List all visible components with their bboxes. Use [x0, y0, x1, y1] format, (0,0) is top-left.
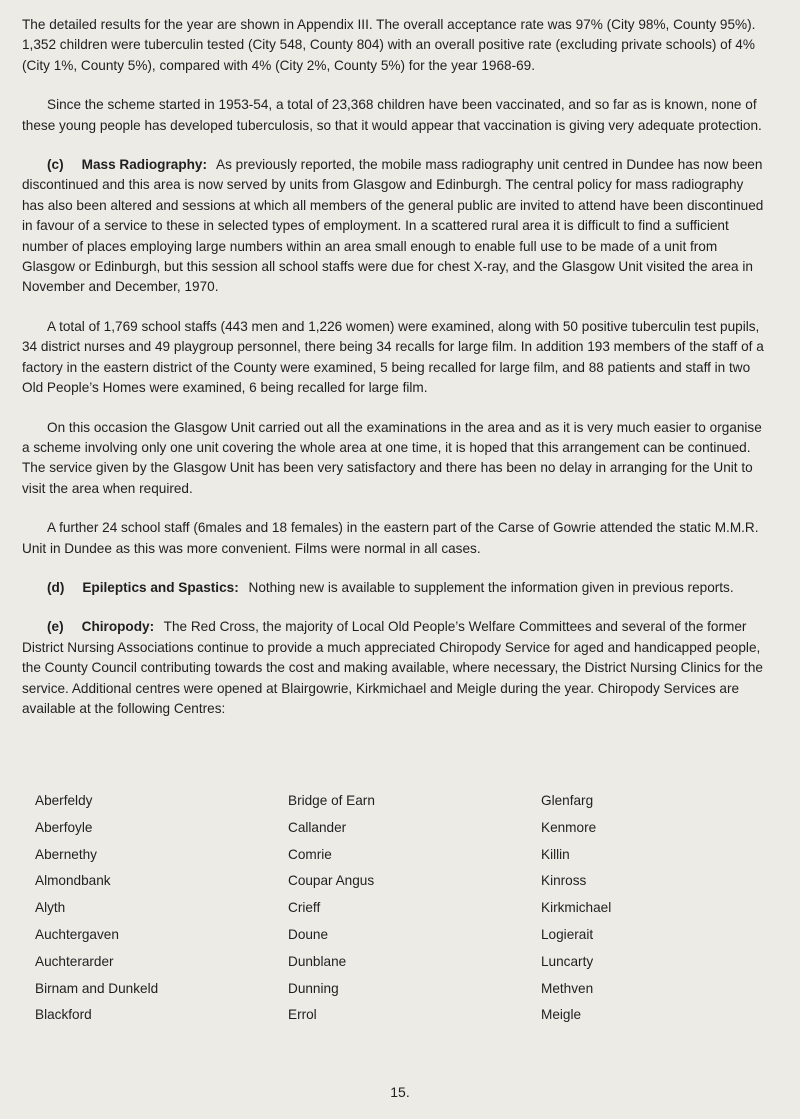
section-d-body: Nothing new is available to supplement the information given in previous reports. — [248, 579, 734, 595]
section-d-mark: (d) — [47, 579, 65, 595]
centre-item: Doune — [288, 926, 329, 942]
centres-column-1 — [35, 788, 288, 1029]
centre-item: Abernethy — [35, 846, 97, 862]
section-e-mark: (e) — [47, 619, 64, 635]
section-chiropody — [22, 617, 767, 719]
paragraph-vaccination: Since the scheme started in 1953-54, a total of 23,368 children have been vaccinated, and so far as is known, none of these young people has developed tuberculosis, so that it would appear that vaccination is giving very adequate protection. — [22, 97, 762, 133]
centre-item: Luncarty — [541, 953, 594, 969]
centre-item: Methven — [541, 980, 594, 996]
section-c-body: As previously reported, the mobile mass radiography unit centred in Dundee has now been discontinued and this area is now served by units from Glasgow and Edinburgh. The central policy for mass radiography has also been altered and sessions at which all members of the general public are invited to attend have been discontinued in favour of a service to these in selected types of employment. In a scattered rural area it is difficult to find a sufficient number of places employing large numbers within an area small enough to enable full use to be made of a unit from Glasgow or Edinburgh, but this session all school staffs were due for chest X-ray, and the Glasgow Unit visited the area in November and December, 1970. — [22, 157, 764, 295]
centre-item: Crieff — [288, 900, 321, 916]
section-d-title: Epileptics and Spastics: — [82, 579, 239, 595]
centres-list — [35, 788, 735, 1029]
centre-item: Meigle — [541, 1007, 582, 1023]
centre-item: Dunning — [288, 980, 339, 996]
centres-column-2 — [288, 788, 541, 1029]
paragraph-school-staffs: A total of 1,769 school staffs (443 men and 1,226 women) were examined, along with 50 positive tuberculin test pupils, 34 district nurses and 49 playgroup personnel, there being 34 recalls for large film. In addition 193 members of the staff of a factory in the eastern district of the County were examined, 5 being recalled for large film, and 88 patients and staff in two Old People’s Homes were examined, 6 being recalled for large film. — [22, 318, 764, 396]
centre-item: Auchterarder — [35, 953, 114, 969]
centre-item: Coupar Angus — [288, 873, 375, 889]
section-c-title: Mass Radiography: — [81, 157, 208, 173]
paragraph-results: The detailed results for the year are shown in Appendix III. The overall acceptance rate was 97% (City 98%, County 95%). 1,352 children were tuberculin tested (City 548, County 804) with an overall positive rate (excluding private schools) of 4% (City 1%, County 5%), compared with 4% (City 2%, County 5%) for the year 1968-69. — [22, 17, 756, 73]
centre-item: Comrie — [288, 846, 332, 862]
section-e-title: Chiropody: — [81, 619, 155, 635]
paragraph-carse-of-gowrie: A further 24 school staff (6males and 18 females) in the eastern part of the Carse of Gowrie attended the static M.M.R. Unit in Dundee as this was more convenient. Films were normal in all cases. — [22, 520, 759, 556]
centre-item: Bridge of Earn — [288, 793, 375, 808]
centre-item: Glenfarg — [541, 793, 594, 808]
centre-item: Kinross — [541, 873, 587, 889]
centre-item: Kirkmichael — [541, 900, 612, 916]
centre-item: Logierait — [541, 926, 594, 942]
centre-item: Alyth — [35, 900, 66, 916]
centre-item: Aberfeldy — [35, 793, 93, 808]
document-body — [22, 15, 767, 738]
centre-item: Blackford — [35, 1007, 92, 1023]
centre-item: Errol — [288, 1007, 317, 1023]
page-number: 15. — [390, 1084, 410, 1100]
section-epileptics — [22, 578, 767, 598]
centre-item: Callander — [288, 819, 347, 835]
centre-item: Birnam and Dunkeld — [35, 980, 159, 996]
centre-item: Dunblane — [288, 953, 347, 969]
section-c-mark: (c) — [47, 157, 64, 173]
centre-item: Killin — [541, 846, 570, 862]
paragraph-glasgow-unit: On this occasion the Glasgow Unit carried out all the examinations in the area and as it is very much easier to organise a scheme involving only one unit covering the whole area at one time, it is hoped that this arrangement can be continued. The service given by the Glasgow Unit has been very satisfactory and there has been no delay in arranging for the Unit to visit the area when required. — [22, 419, 762, 496]
centre-item: Kenmore — [541, 819, 597, 835]
centre-item: Almondbank — [35, 873, 111, 889]
section-mass-radiography — [22, 155, 767, 298]
centre-item: Aberfoyle — [35, 819, 93, 835]
centre-item: Auchtergaven — [35, 926, 119, 942]
section-e-body: The Red Cross, the majority of Local Old People’s Welfare Committees and several of the former District Nursing Associations continue to provide a much appreciated Chiropody Service for aged and handicapped people, the County Council contributing towards the cost and making available, where necessary, the District Nursing Clinics for the service. Additional centres were opened at Blairgowrie, Kirkmichael and Meigle during the year. Chiropody Services are available at the following Centres: — [22, 619, 763, 716]
centres-column-3 — [541, 788, 735, 1029]
